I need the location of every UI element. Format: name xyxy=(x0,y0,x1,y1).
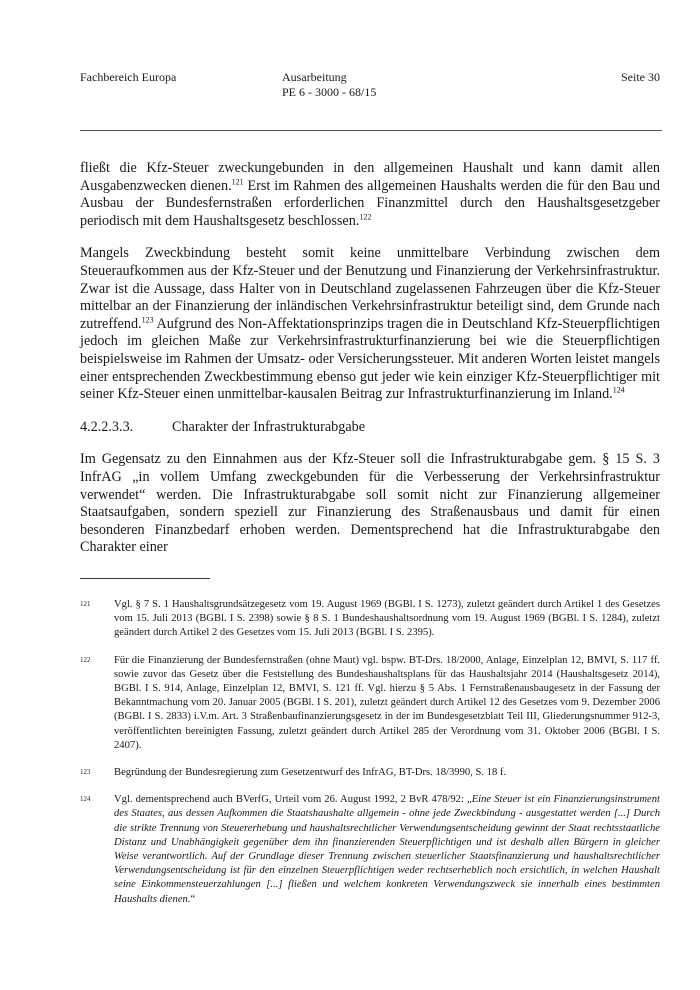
footnote-quote: Eine Steuer ist ein Finanzierungsinstrument des Staates, aus dessen Aufkommen die Staatshaushalte allgemein - ohne jede Zweckbindung - ausgestattet werden [...] Durch die strikte Trennung von Steuererhebung und haushaltsrechtlicher Verwendungsentscheidung gewinnt der Staat rechtsstaatliche Distanz und Unabhängigkeit gegenüber dem ihn finanzierenden Steuerpflichtigen und ist deshalb allen Bürgern in gleicher Weise verantwortlich. Auf der Grundlage dieser Trennung zwischen steuerlicher Staatsfinanzierung und haushaltsrechtlicher Verwendungsentscheidung ist für den einzelnen Steuerpflichtigen weder rechtserheblich noch ersichtlich, in welchen Haushalt seine Einkommensteuerzahlungen [...] fließen und welchem konkreten Verwendungszweck sie innerhalb eines bestimmten Haushalts dienen. xyxy=(114,794,660,905)
footnote-number: 121 xyxy=(80,600,91,608)
paragraph-text: Mangels Zweckbindung besteht somit keine unmittelbare Verbindung zwischen dem Steueraufkommen aus der Kfz-Steuer und der Benutzung und Finanzierung der Verkehrsinfrastruktur. Zwar ist die Aussage, dass Halter von in Deutschland zugelassenen Fahrzeugen über die Kfz-Steuer mittelbar an der Finanzierung der inländischen Verkehrsinfrastruktur beteiligt sind, dem Grunde nach zutreffend. xyxy=(80,245,660,332)
paragraph-text: fließt die Kfz-Steuer zweckungebunden in den allgemeinen Haushalt und kann damit allen Ausgabenzwecken dienen. xyxy=(80,160,660,194)
paragraph-text: Erst im Rahmen des allgemeinen Haushalts werden die für den Bau und Ausbau der Bundesfernstraßen erforderlichen Finanzmittel durch den Haushaltsgesetzgeber periodisch mit dem Haushaltsgesetz beschlossen. xyxy=(80,177,660,229)
main-text xyxy=(80,160,660,572)
footnote-text: Begründung der Bundesregierung zum Gesetzentwurf des InfrAG, BT-Drs. 18/3990, S. 18 f. xyxy=(114,767,507,779)
footnote xyxy=(80,766,660,780)
section-heading xyxy=(80,419,660,437)
footnote-number: 123 xyxy=(80,768,91,777)
header-document-info xyxy=(282,70,376,100)
footnote xyxy=(80,793,660,907)
footnote-ref[interactable]: 122 xyxy=(359,212,372,222)
header-doc-type: Ausarbeitung xyxy=(282,70,347,84)
footnote-text: Für die Finanzierung der Bundesfernstraßen (ohne Maut) vgl. bspw. BT-Drs. 18/2000, Anlage, Einzelplan 12, BMVI, S. 117 ff. sowie zuvor das Gesetz über die Feststellung des Bundeshaushaltsplans für das Haushaltsjahr 2014 (Haushaltsgesetz 2014), BGBl. I S. 914, Anlage, Einzelplan 12, BMVI, S. 121 ff. Vgl. hierzu § 5 Abs. 1 Fernstraßenausbaugesetz in der Fassung der Bekanntmachung vom 20. Januar 2005 (BGBl. I S. 201), zuletzt geändert durch Artikel 12 des Gesetzes vom 9. Dezember 2006 (BGBl. I S. 2833) i.V.m. Art. 3 Straßenbaufinanzierungsgesetz in der im Bundesgesetzblatt Teil III, Gliederungsnummer 912-3, veröffentlichten bereinigten Fassung, zuletzt geändert durch Artikel 285 der Verordnung vom 31. Oktober 2006 (BGBl. I S. 2407). xyxy=(114,654,660,751)
footnote-text: Vgl. dementsprechend auch BVerfG, Urteil vom 26. August 1992, 2 BvR 478/92: „ xyxy=(114,794,472,806)
paragraph: Im Gegensatz zu den Einnahmen aus der Kfz-Steuer soll die Infrastrukturabgabe gem. § 15 S. 3 InfrAG „in vollem Umfang zweckgebunden für die Verbesserung der Verkehrsinfrastruktur verwendet“ werden. Die Infrastrukturabgabe soll somit nicht zur Finanzierung allgemeiner Staatsaufgaben, sondern speziell zur Finanzierung des Straßenausbaus und damit für einen besonderen Finanzbedarf erhoben werden. Dementsprechend hat die Infrastrukturabgabe den Charakter einer xyxy=(80,451,660,556)
footnotes xyxy=(80,598,660,920)
header-divider xyxy=(80,130,662,131)
section-title: Charakter der Infrastrukturabgabe xyxy=(172,418,366,435)
paragraph xyxy=(80,160,660,230)
footnote-separator xyxy=(80,578,210,579)
footnote xyxy=(80,598,660,641)
footnote-ref[interactable]: 124 xyxy=(612,385,625,395)
footnote xyxy=(80,654,660,753)
footnote-number: 122 xyxy=(80,655,91,664)
section-number: 4.2.2.3.3. xyxy=(80,418,134,435)
header-department: Fachbereich Europa xyxy=(80,70,177,84)
paragraph xyxy=(80,245,660,403)
footnote-ref[interactable]: 121 xyxy=(231,176,244,186)
footnote-text: “ xyxy=(190,893,196,905)
footnote-ref[interactable]: 123 xyxy=(141,315,154,325)
header-page-number: Seite 30 xyxy=(621,70,660,84)
paragraph-text: Aufgrund des Non-Affektationsprinzips tragen die in Deutschland Kfz-Steuerpflichtigen jedoch im gleichen Maße zur Verkehrsinfrastrukturfinanzierung bei wie die Steuerpflichtigen beispielsweise im Rahmen der Umsatz- oder Versicherungssteuer. Mit anderen Worten leistet mangels einer entsprechenden Zweckbestimmung ebenso gut jeder wie kein einziger Kfz-Steuerpflichtiger mit seiner Kfz-Steuer einen unmittelbar-kausalen Beitrag zur Infrastrukturfinanzierung im Inland. xyxy=(80,315,660,403)
header-doc-ref: PE 6 - 3000 - 68/15 xyxy=(282,85,377,99)
footnote-text: Vgl. § 7 S. 1 Haushaltsgrundsätzegesetz vom 19. August 1969 (BGBl. I S. 1273), zuletzt geändert durch Artikel 1 des Gesetzes vom 15. Juli 2013 (BGBl. I S. 2398) sowie § 8 S. 1 Bundeshaushaltsordnung vom 19. August 1969 (BGBl. I S. 1284), zuletzt geändert durch Artikel 2 des Gesetzes vom 15. Juli 2013 (BGBl. I S. 2395). xyxy=(114,599,660,639)
footnote-number: 124 xyxy=(80,795,91,804)
